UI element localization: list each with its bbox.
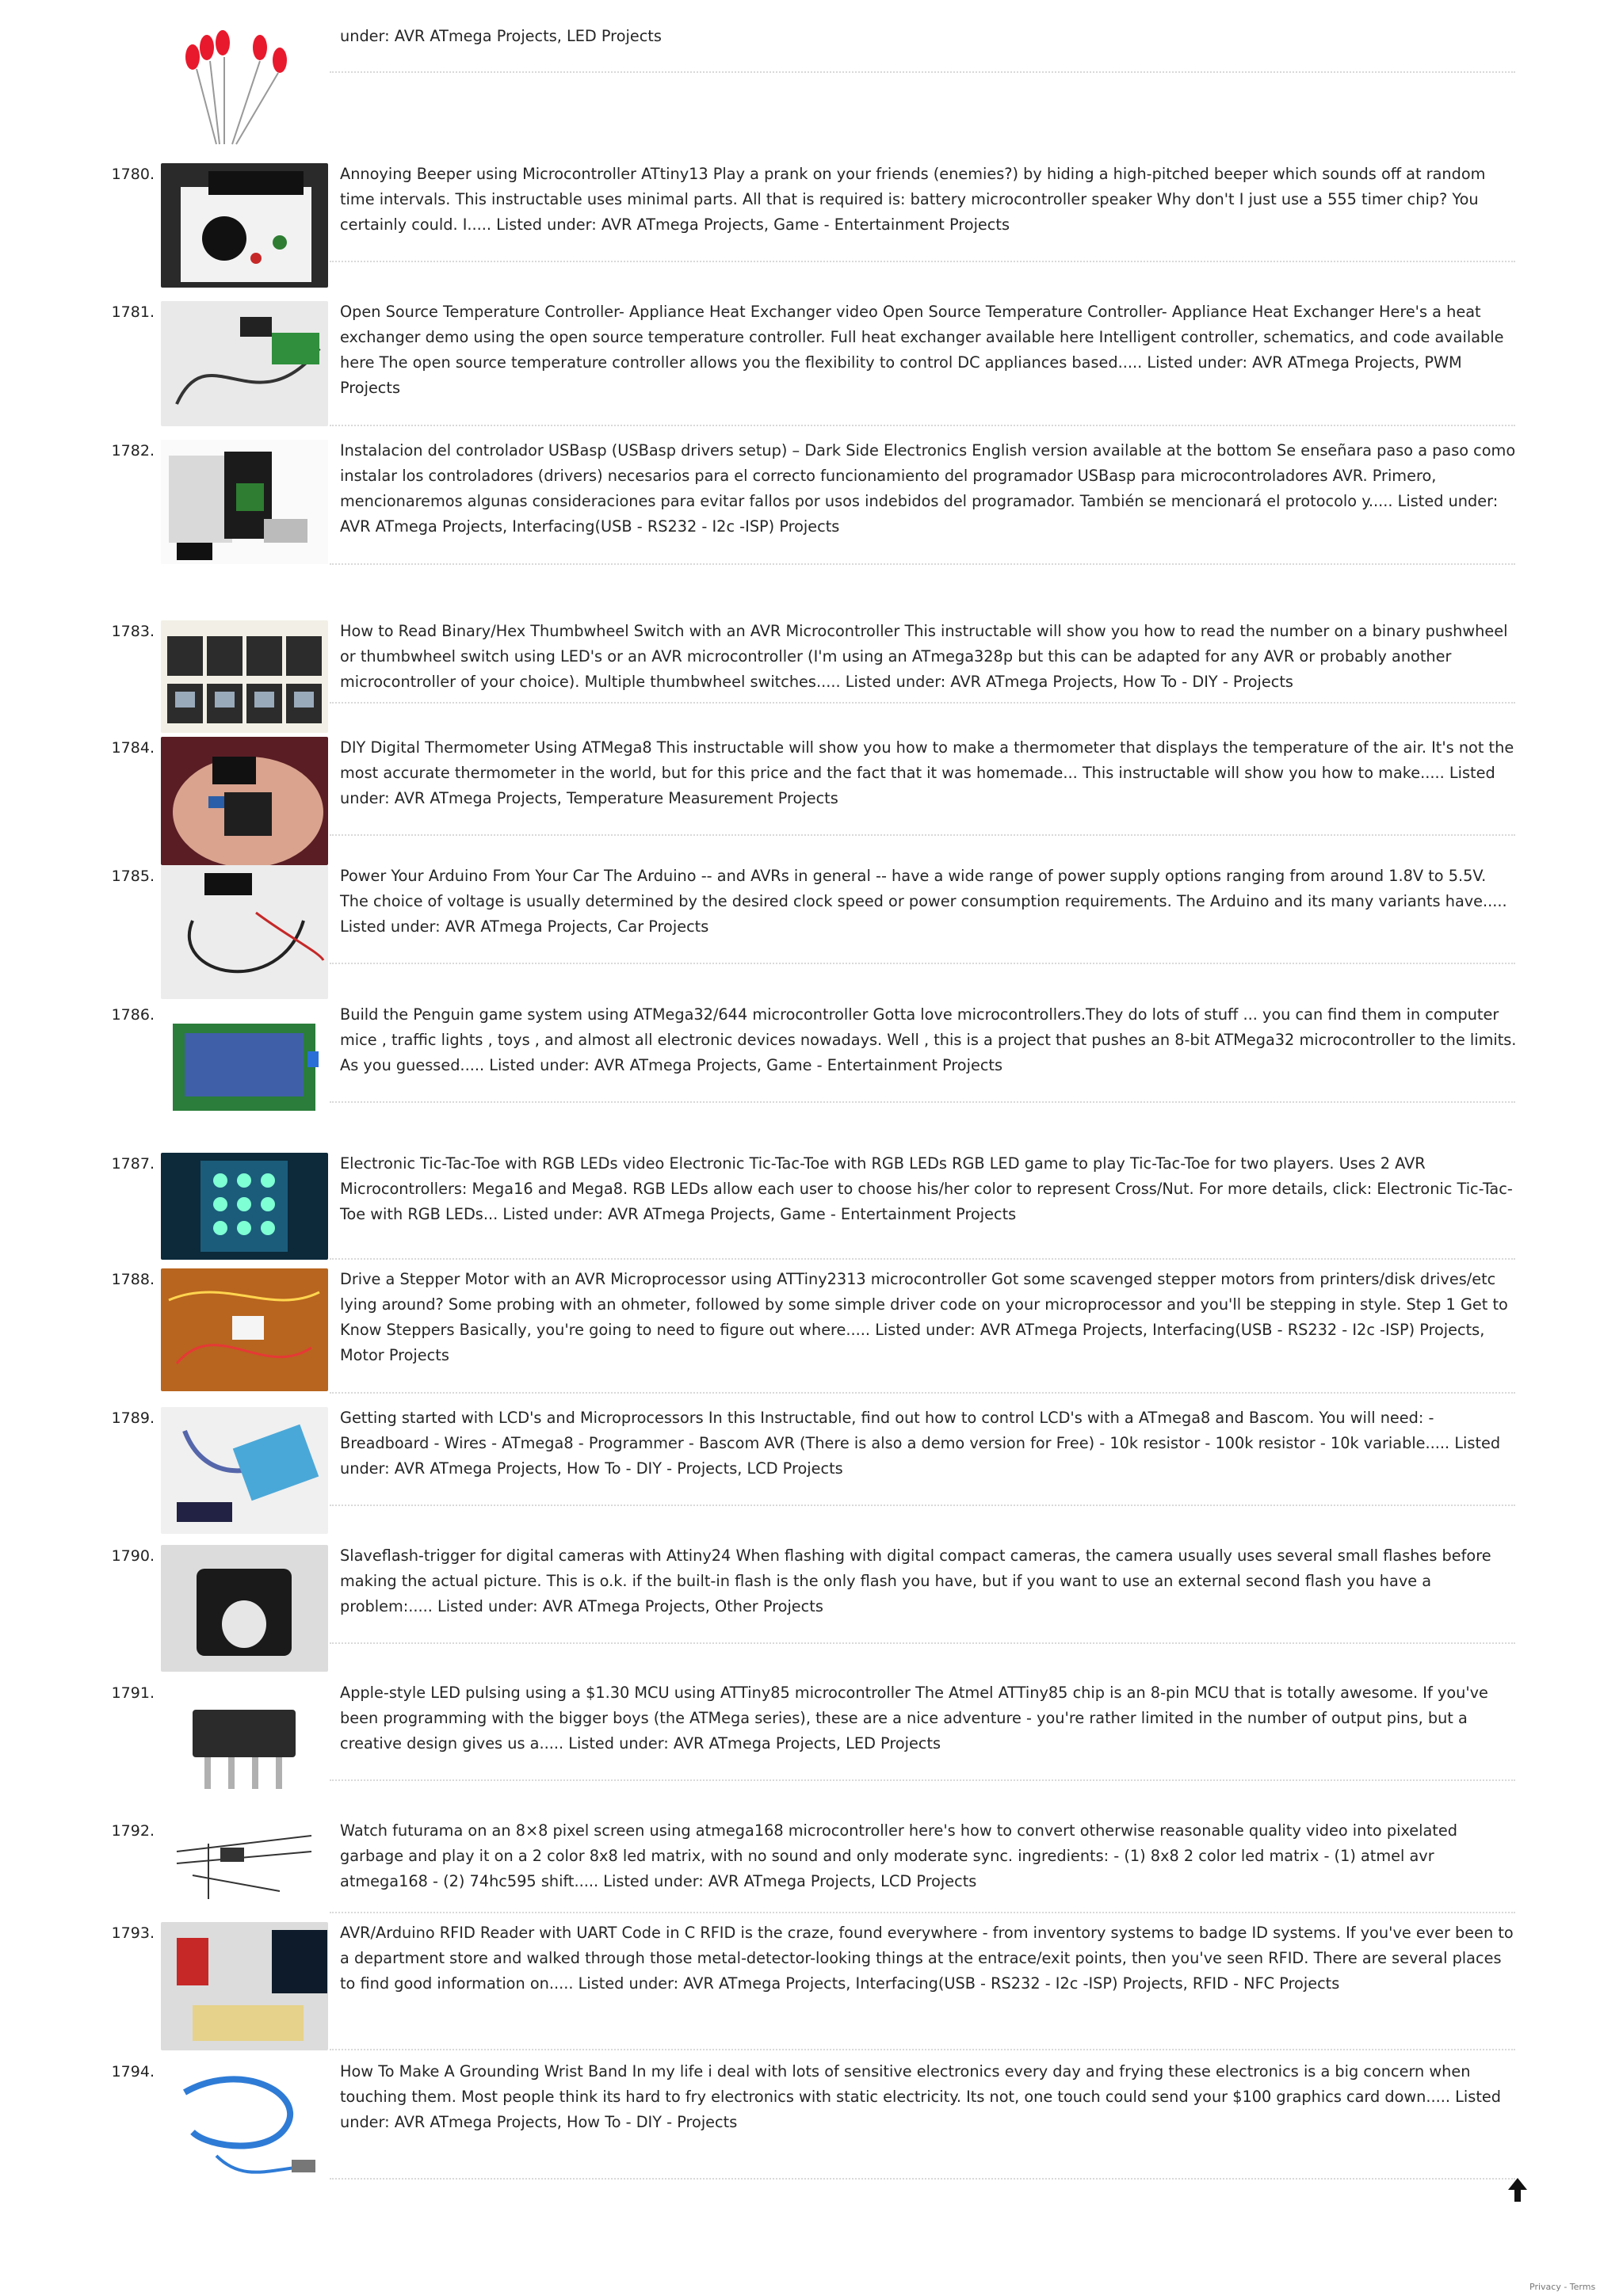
item-description[interactable]: Watch futurama on an 8×8 pixel screen using atmega168 microcontroller here's how to convert otherwise reasonable quality video into pixelated garbage and play it on a 2 color 8x8 led matrix, with no sound and only moderate sync. ingredients: - (1) 8x8 2 color led matrix - (1) atmel avr atmega168 - (2) 74hc595 shift..... Listed under: AVR ATmega Projects, LCD Projects bbox=[340, 1821, 1457, 1890]
item-description[interactable]: Instalacion del controlador USBasp (USBasp drivers setup) – Dark Side Electronics English version available at the bottom Se enseñara paso a paso como instalar los controladores (drivers) necesarios para el correcto funcionamiento del programador USBasp para microcontroladores AVR. Primero, mencionaremos algunas consideraciones para evitar fallos por usos indebidos del programador. También se mencionará el protocolo y..... Listed under: AVR ATmega Projects, Interfacing(USB - RS232 - I2c -ISP) Projects bbox=[340, 441, 1516, 536]
back-to-top-button[interactable] bbox=[1506, 2176, 1529, 2203]
arrow-up-icon bbox=[1508, 2178, 1527, 2202]
item-description[interactable]: Drive a Stepper Motor with an AVR Microprocessor using ATTiny2313 microcontroller Got some scavenged stepper motors from printers/disk drives/etc lying around? Some probing with an ohmeter, followed by some simple driver code on your microprocessor and you'll be stepping in style. Step 1 Get to Know Steppers Basically, you're going to need to figure out where..... Listed under: AVR ATmega Projects, Interfacing(USB - RS232 - I2c -ISP) Projects, Motor Projects bbox=[340, 1270, 1508, 1364]
item-description[interactable]: Electronic Tic-Tac-Toe with RGB LEDs video Electronic Tic-Tac-Toe with RGB LEDs RGB LED game to play Tic-Tac-Toe for two players. Uses 2 AVR Microcontrollers: Mega16 and Mega8. RGB LEDs allow each user to choose his/her color to represent Cross/Nut. For more details, click: Electronic Tic-Tac-Toe with RGB LEDs... Listed under: AVR ATmega Projects, Game - Entertainment Projects bbox=[340, 1154, 1513, 1223]
item-description[interactable]: Getting started with LCD's and Microprocessors In this Instructable, find out how to control LCD's with a ATmega8 and Bascom. You will need: - Breadboard - Wires - ATmega8 - Programmer - Bascom AVR (There is also a demo version for Free) - 10k resistor - 100k resistor - 10k variable..... Listed under: AVR ATmega Projects, How To - DIY - Projects, LCD Projects bbox=[340, 1409, 1501, 1478]
item-description[interactable]: AVR/Arduino RFID Reader with UART Code in C RFID is the craze, found everywhere - from inventory systems to badge ID systems. If you've ever been to a department store and walked through those metal-detector-looking things at the entrace/exit points, then you've seen RFID. There are several places to find good information on..... Listed under: AVR ATmega Projects, Interfacing(USB - RS232 - I2c -ISP) Projects, RFID - NFC Projects bbox=[340, 1924, 1514, 1993]
item-divider bbox=[330, 563, 1515, 565]
thumbnail-slaveflash[interactable] bbox=[161, 1545, 328, 1672]
item-number: 1781. bbox=[111, 303, 155, 321]
item-number: 1787. bbox=[111, 1155, 155, 1173]
thumbnail-led-bundle[interactable] bbox=[161, 25, 328, 148]
item-number: 1786. bbox=[111, 1006, 155, 1024]
item-number: 1780. bbox=[111, 166, 155, 183]
thumbnail-attiny-chip[interactable] bbox=[161, 1682, 328, 1809]
thumbnail-beeper-board[interactable] bbox=[161, 163, 328, 288]
item-divider bbox=[330, 963, 1515, 964]
item-description[interactable]: Annoying Beeper using Microcontroller ATtiny13 Play a prank on your friends (enemies?) by hiding a high-pitched beeper which sounds off at random time intervals. This instructable uses minimal parts. All that is required is: battery microcontroller speaker Why don't I just use a 555 timer chip? You certainly could. I..... Listed under: AVR ATmega Projects, Game - Entertainment Projects bbox=[340, 165, 1486, 234]
item-description[interactable]: How To Make A Grounding Wrist Band In my life i deal with lots of sensitive electronics every day and frying these electronics is a big concern when touching them. Most people think its hard to fry electronics with static electricity. Its not, one touch could send your $100 graphics card down..... Listed under: AVR ATmega Projects, How To - DIY - Projects bbox=[340, 2062, 1501, 2131]
thumbnail-rfid[interactable] bbox=[161, 1922, 328, 2050]
thumbnail-usbasp[interactable] bbox=[161, 440, 328, 564]
item-description[interactable]: DIY Digital Thermometer Using ATMega8 This instructable will show you how to make a thermometer that displays the temperature of the air. It's not the most accurate thermometer in the world, but for this price and the fact that it was homemade... This instructable will show you how to make..... Listed under: AVR ATmega Projects, Temperature Measurement Projects bbox=[340, 738, 1514, 807]
item-description[interactable]: Open Source Temperature Controller- Appliance Heat Exchanger video Open Source Temperature Controller- Appliance Heat Exchanger Here's a heat exchanger demo using the open source temperature controller. Full heat exchanger available here Intelligent controller, schematics, and code available here The open source temperature controller allows you the flexibility to control DC appliances based..... Listed under: AVR ATmega Projects, PWM Projects bbox=[340, 303, 1504, 397]
item-divider bbox=[330, 834, 1515, 836]
item-number: 1793. bbox=[111, 1924, 155, 1942]
item-divider bbox=[330, 1779, 1515, 1781]
thumbnail-stepper[interactable] bbox=[161, 1268, 328, 1391]
item-number: 1792. bbox=[111, 1822, 155, 1840]
item-divider bbox=[330, 1392, 1515, 1394]
thumbnail-temp-controller[interactable] bbox=[161, 301, 328, 426]
item-description[interactable]: Build the Penguin game system using ATMega32/644 microcontroller Gotta love microcontrollers.They do lots of stuff ... you can find them in computer mice , traffic lights , toys , and almost all electronic devices nowadays. Well , this is a project that pushes an 8-bit ATMega32 microcontroller to the limits. As you guessed..... Listed under: AVR ATmega Projects, Game - Entertainment Projects bbox=[340, 1005, 1517, 1074]
terms-link[interactable]: Terms bbox=[1569, 2282, 1596, 2292]
item-divider bbox=[330, 1101, 1515, 1103]
item-number: 1784. bbox=[111, 739, 155, 757]
recaptcha-legal bbox=[1529, 2282, 1595, 2292]
item-divider bbox=[330, 261, 1515, 262]
item-divider bbox=[330, 71, 1515, 73]
item-divider bbox=[330, 1258, 1515, 1260]
thumbnail-thumbwheel[interactable] bbox=[161, 620, 328, 733]
thumbnail-car-power[interactable] bbox=[161, 865, 328, 999]
item-number: 1783. bbox=[111, 623, 155, 640]
item-number: 1782. bbox=[111, 442, 155, 460]
item-divider bbox=[330, 702, 1515, 704]
item-number: 1789. bbox=[111, 1409, 155, 1427]
item-number: 1794. bbox=[111, 2063, 155, 2081]
thumbnail-tictactoe[interactable] bbox=[161, 1153, 328, 1260]
item-description[interactable]: How to Read Binary/Hex Thumbwheel Switch with an AVR Microcontroller This instructable will show you how to read the number on a binary pushwheel or thumbwheel switch using LED's or an AVR microcontroller (I'm using an ATmega328p but this can be adapted for any AVR or probably another microcontroller of your choice). Multiple thumbwheel switches..... Listed under: AVR ATmega Projects, How To - DIY - Projects bbox=[340, 622, 1508, 691]
item-divider bbox=[330, 1505, 1515, 1506]
thumbnail-thermometer[interactable] bbox=[161, 737, 328, 865]
item-description[interactable]: Slaveflash-trigger for digital cameras with Attiny24 When flashing with digital compact cameras, the camera usually uses several small flashes before making the actual picture. This is o.k. if the built-in flash is the only flash you have, but if you want to use an external second flash you have a problem:..... Listed under: AVR ATmega Projects, Other Projects bbox=[340, 1547, 1491, 1615]
item-number: 1790. bbox=[111, 1547, 155, 1565]
item-description[interactable]: Power Your Arduino From Your Car The Arduino -- and AVRs in general -- have a wide range of power supply options ranging from around 1.8V to 5.5V. The choice of voltage is usually determined by the desired clock speed or power consumption requirements. The Arduino and its many variants have..... Listed under: AVR ATmega Projects, Car Projects bbox=[340, 867, 1507, 936]
thumbnail-lcd-bascom[interactable] bbox=[161, 1407, 328, 1534]
item-number: 1785. bbox=[111, 868, 155, 885]
item-divider bbox=[330, 1642, 1515, 1644]
privacy-link[interactable]: Privacy bbox=[1529, 2282, 1561, 2292]
thumbnail-wrist-band[interactable] bbox=[161, 2061, 328, 2187]
item-divider bbox=[330, 2049, 1515, 2050]
item-number: 1791. bbox=[111, 1684, 155, 1702]
item-description[interactable]: Apple-style LED pulsing using a $1.30 MCU using ATTiny85 microcontroller The Atmel ATTiny85 chip is an 8-pin MCU that is totally awesome. If you've been programming with the bigger boys (the ATMega series), these are a nice adventure - you're rather limited in the number of output pins, but a creative design gives us a..... Listed under: AVR ATmega Projects, LED Projects bbox=[340, 1684, 1488, 1753]
item-divider bbox=[330, 1912, 1515, 1913]
item-description[interactable]: under: AVR ATmega Projects, LED Projects bbox=[340, 27, 662, 45]
item-divider bbox=[330, 425, 1515, 426]
item-number: 1788. bbox=[111, 1271, 155, 1288]
item-divider bbox=[330, 2178, 1515, 2180]
thumbnail-lcd-module[interactable] bbox=[161, 1004, 328, 1127]
legal-separator: - bbox=[1560, 2282, 1570, 2292]
thumbnail-sketch[interactable] bbox=[161, 1820, 328, 1913]
